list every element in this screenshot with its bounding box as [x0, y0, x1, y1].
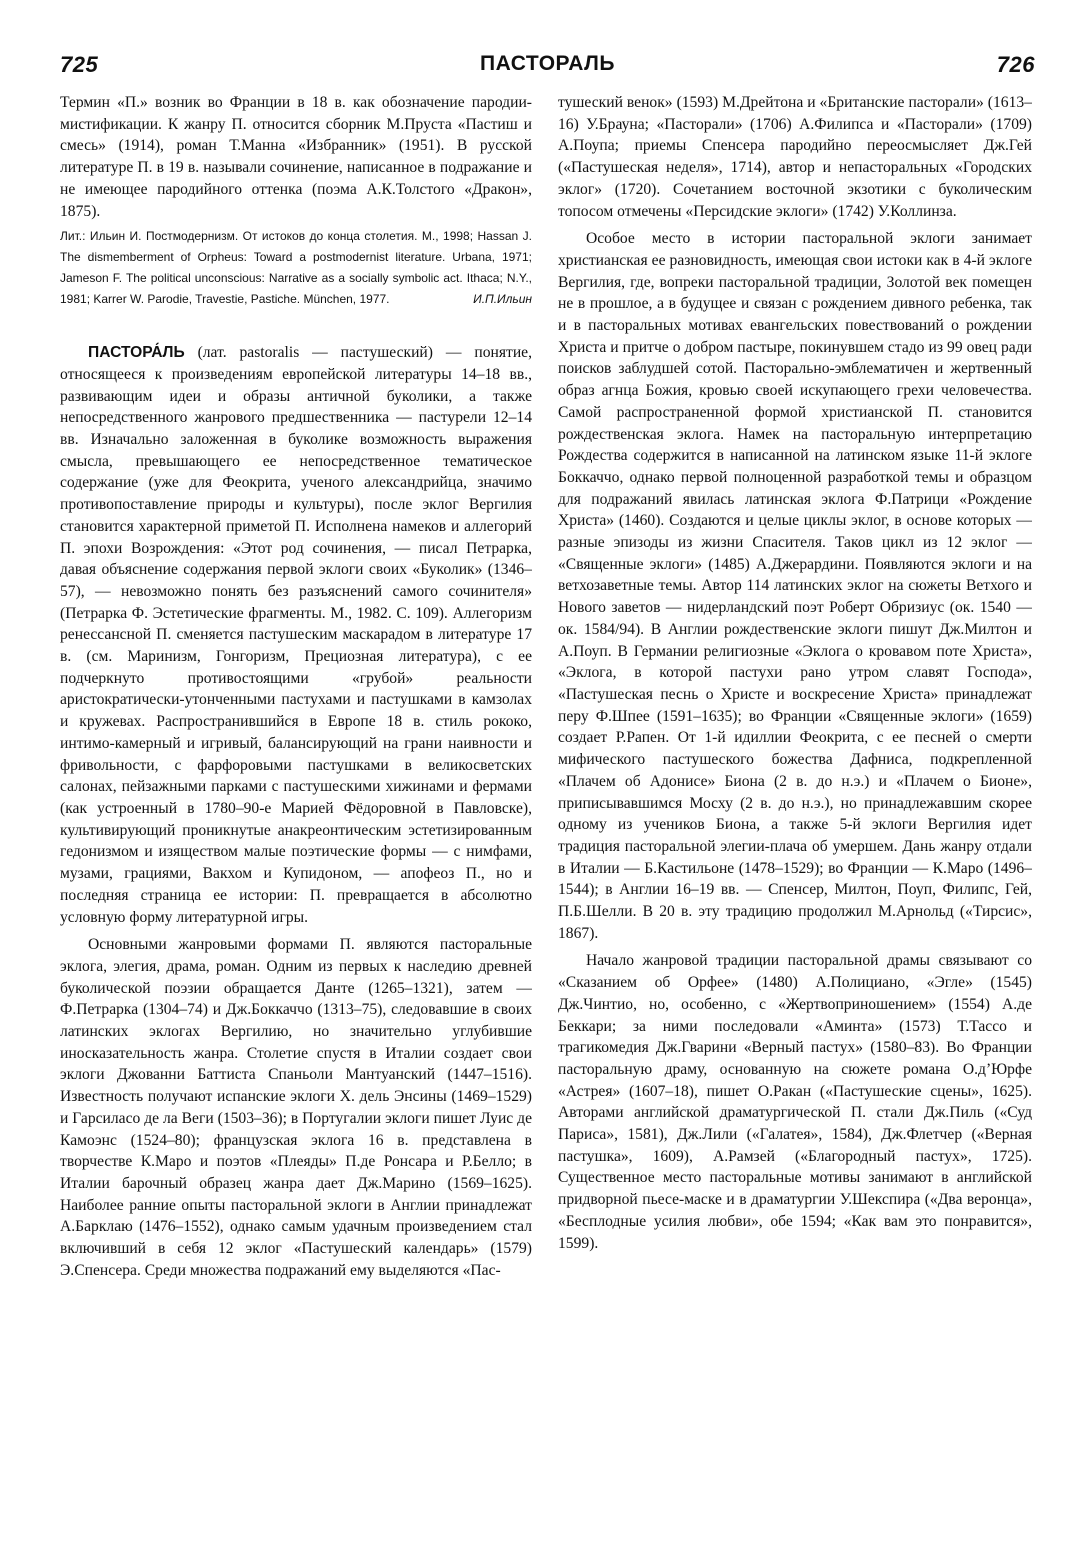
paragraph-continuation: тушеский венок» (1593) М.Дрейтона и «Британские пасторали» (1613–16) У.Брауна; «Пасторали» (1706) А.Филипса и «Пасторали» (1709) А.Поупа; приемы Спенсера пародийно переосмысляет Дж.Гей («Пастушеская неделя», 1714), автор и непасторальных «Городских эклог» (1720). Сочетанием восточной экзотики с буколическим топосом отмечены «Персидские эклоги» (1742) У.Коллинза. [558, 94, 1032, 220]
right-column [558, 92, 1032, 1531]
bibliography [60, 226, 532, 310]
entry-definition: (лат. pastoralis — пастушеский) — понятие, относящееся к произведениям европейской литературы 14–18 вв., развивающим идеи и образы античной буколики, а также непосредственного жанрового предшественника — пастурели 12–14 вв. Изначально заложенная в буколике возможность выражения смысла, превышающего ее непосредственное тематическое содержание (уже для Феокрита, ученого александрийца, значимо противопоставление природы и культуры), после эклог Вергилия становится характерной приметой П. Исполнена намеков и аллегорий П. эпохи Возрождения: «Этот род сочинения, — писал Петрарка, давая объяснение содержания первой эклоги своих «Буколик» (1346–57), — невозможно понять без разъяснений самого сочинителя» (Петрарка Ф. Эстетические фрагменты. М., 1982. С. 109). Аллегоризм ренессансной П. сменяется пастушеским маскарадом в литературе 17 в. (см. Маринизм, Гонгоризм, Прециозная литература), с ее подчеркнуто противостоящими «грубой» реальности аристократически-утонченными пастухами и пастушками в камзолах и кружевах. Распространившийся в Европе 18 в. стиль рококо, интимо-камерный и игривый, балансирующий на грани наивности и фривольности, с фарфоровыми пастушками в великосветских салонах, пейзажными парками с пастушескими хижинами и фермами (как устроенный в 1780–90-е Марией Фёдоровной в Павловске), культивирующий проникнутые анакреонтическим эстетизированным гедонизмом и изяществом малые поэтические формы — с нимфами, музами, грациями, Вакхом и Купидоном, — апофеоз П., но и последняя страница ее истории: П. превращается в абсолютно условную форму литературной игры. [60, 344, 532, 926]
headword: ПАСТОРА́ЛЬ [88, 344, 185, 362]
paragraph-christian-eclogue: Особое место в истории пасторальной эклоги занимает христианская ее разновидность, имеющая свои истоки как в 4-й эклоге Вергилия, где, вопреки пасторальной традиции, Золотой век помещен не в прошлое, а в будущее и связан с рождением дивного ребенка, так и в пасторальных мотивах евангельских повествований о рождении Христа и притче о добром пастыре, покинувшем стадо из 99 овец ради поисков заблудшей сотой. Пасторально-эмблематичен и жертвенный образ агнца Божия, кровью своей искупающего грехи человечества. Самой распространенной формой христианской П. становится рождественская эклога. Намек на пасторальную интерпретацию Рождества содержится в написанной на латинском языке 11-й эклоге Боккаччо, однако первой полноценной разработкой темы и образцом для подражаний явилась латинская эклога Ф.Патрици «Рождение Христа» (1460). Создаются и целые циклы эклог, в основе которых — разные эпизоды из жизни Спасителя. Таков цикл из 12 эклог — «Священные эклоги» (1485) А.Джерардини. Появляются эклоги и на ветхозаветные темы. Автор 114 латинских эклог на сюжеты Ветхого и Нового заветов — нидерландский поэт Роберт Обризиус (ок. 1540 — ок. 1584/94). В Англии рождественские эклоги пишут Дж.Милтон и А.Поуп. В Германии религиозные «Эклога о кровавом поте Христа», «Эклога, в которой пастухи рано утром славят Господа», «Пастушеская песнь о Христе и воскресение Христа» принадлежат перу Ф.Шпее (1591–1635); во Франции «Священные эклоги» (1659) создает Р.Рапен. От 1-й идиллии Феокрита, с ее песней о смерти мифического пастушеского божества Дафниса, подкрепленной «Плачем об Адонисе» Биона (2 в. до н.э.) и «Плачем о Бионе», приписывавшимся Мосху (2 в. до н.э.), но принадлежавшим скорее одному из учеников Биона, а также 5-й эклоги Вергилия идет традиция пасторальной элегии-плача об умершем. Дань жанру отдали в Италии — Б.Кастильоне (1478–1529); во Франции — К.Маро (1496–1544); в Англии 16–19 вв. — Спенсер, Милтон, Поуп, Филипс, Гей, П.Б.Шелли. В 20 в. эту традицию продолжил М.Арнольд («Тирсис», 1867). [558, 230, 1032, 942]
running-header [60, 52, 1035, 88]
page-number-left: 725 [60, 52, 99, 77]
entry-pastoral-intro [60, 342, 532, 928]
page-number-right: 726 [996, 52, 1035, 77]
paragraph-pastiche-ending: Термин «П.» возник во Франции в 18 в. как обозначение пародии-мистификации. К жанру П. относится сборник М.Пруста «Пастиш и смесь» (1914), роман Т.Манна «Избранник» (1951). В русской литературе П. в 19 в. называли сочинение, написанное в подражание и не имеющее пародийного оттенка (поэма А.К.Толстого «Дракон», 1875). [60, 94, 532, 220]
left-column [60, 92, 532, 1531]
bibliography-text: Лит.: Ильин И. Постмодернизм. От истоков до конца столетия. М., 1998; Hassan J. The dismemberment of Orpheus: Toward a postmodernist literature. Urbana, 1971; Jameson F. The political unconscious: Narrative as a socially symbolic act. Ithaca; N.Y., 1981; Karrer W. Parodie, Travestie, Pastiche. München, 1977. [60, 229, 532, 307]
paragraph-pastoral-drama: Начало жанровой традиции пасторальной драмы связывают со «Сказанием об Орфее» (1480) А.Полициано, «Эгле» (1545) Дж.Чинтио, но, особенно, с «Жертвоприношением» (1554) А.де Беккари; за ними последовали «Аминта» (1573) Т.Тассо и трагикомедия Дж.Гварини «Верный пастух» (1580–83). Во Франции пасторальную драму, основанную на сюжете романа О.д’Юрфе «Астрея» (1607–18), пишет О.Ракан («Пастушеские сцены», 1625). Авторами английской драматургической П. стали Дж.Пиль («Суд Париса», 1581), Дж.Лили («Галатея», 1584), Дж.Флетчер («Верная пастушка», 1609), А.Рамзей («Благородный пастух», 1725). Существенное место пасторальные мотивы занимают в английской придворной пьесе-маске и в драматургии У.Шекспира («Два веронца», «Бесплодные усилия любви», обе 1594; «Как вам это понравится», 1599). [558, 952, 1032, 1252]
article-author: И.П.Ильин [473, 292, 532, 307]
paragraph-genre-forms: Основными жанровыми формами П. являются пасторальные эклога, элегия, драма, роман. Одним из первых к наследию древней буколической поэзии обращается Данте (1265–1321), затем — Ф.Петрарка (1304–74) и Дж.Боккаччо (1313–75), следовавшие в своих латинских эклогах Вергилию, но значительно углубившие иносказательность жанра. Столетие спустя в Италии создает свои эклоги Джованни Баттиста Спаньоли Мантуанский (1447–1516). Известность получают испанские эклоги Х. дель Энсины (1469–1529) и Гарсиласо де ла Веги (1503–36); в Португалии эклоги пишет Луис де Камоэнс (1524–80); французская эклога 16 в. представлена в творчестве К.Маро и поэтов «Плеяды» П.де Ронсара и Р.Белло; в Италии барочный образец жанра дает Дж.Марино (1569–1625). Наиболее ранние опыты пасторальной эклоги в Англии принадлежат А.Барклаю (1476–1552), однако самым удачным произведением стал включивший в себя 12 эклог «Пастушеский календарь» (1579) Э.Спенсера. Среди множества подражаний ему выделяются «Пас- [60, 936, 532, 1279]
running-title: ПАСТОРАЛЬ [480, 52, 615, 75]
